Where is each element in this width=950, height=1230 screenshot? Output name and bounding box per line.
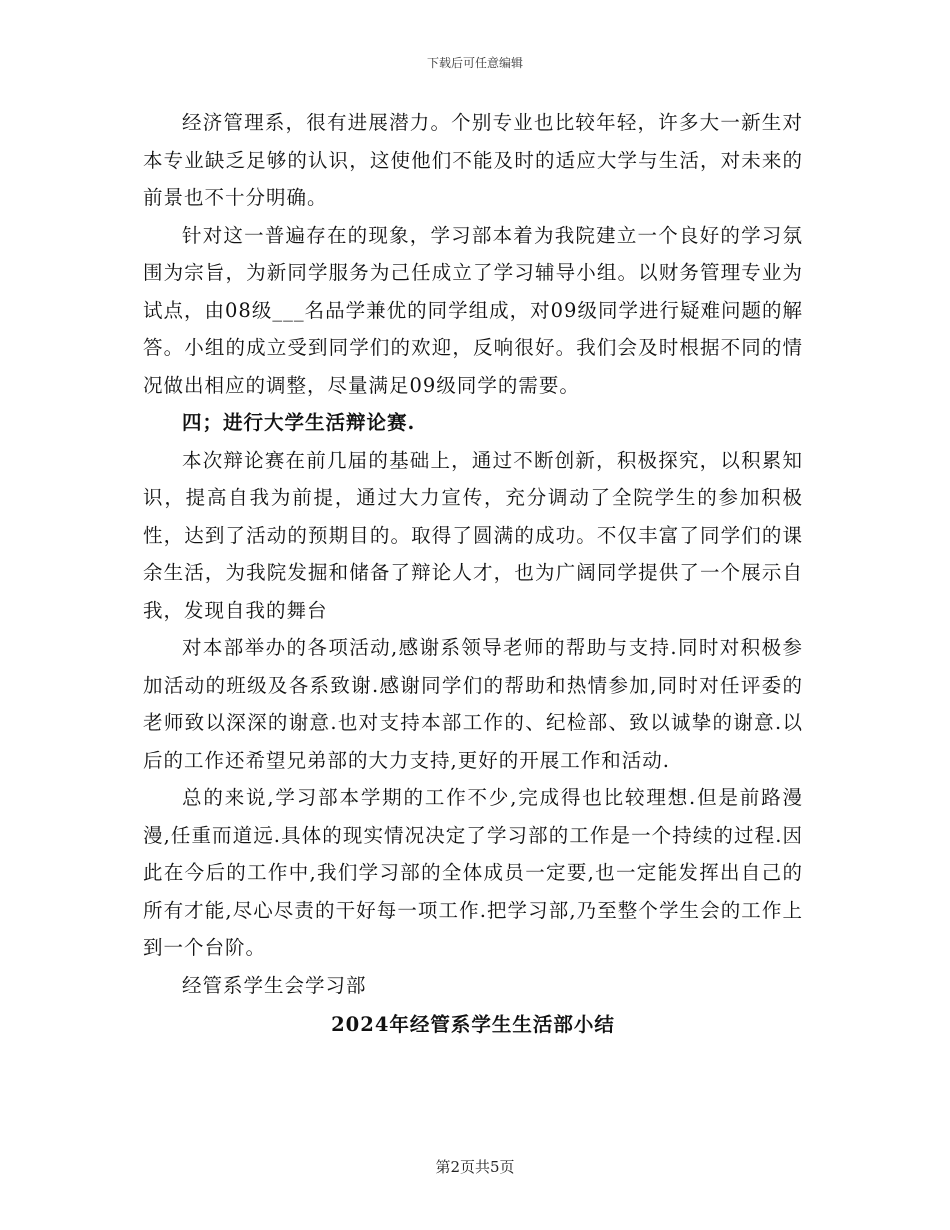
paragraph-1: 经济管理系，很有进展潜力。个别专业也比较年轻，许多大一新生对本专业缺乏足够的认识，这使他们不能及时的适应大学与生活，对未来的前景也不十分明确。 — [143, 111, 803, 209]
paragraph-4: 对本部举办的各项活动,感谢系领导老师的帮助与支持.同时对积极参加活动的班级及各系致谢.感谢同学们的帮助和热情参加,同时对任评委的老师致以深深的谢意.也对支持本部工作的、纪检部、致以诚挚的谢意.以后的工作还希望兄弟部的大力支持,更好的开展工作和活动. — [143, 636, 803, 772]
section-heading-4: 四；进行大学生活辩论赛. — [182, 411, 416, 434]
document-body — [143, 104, 803, 1044]
page-footer-number: 第2页共5页 — [435, 1158, 515, 1176]
signature-line: 经管系学生会学习部 — [182, 973, 367, 997]
paragraph-2: 针对这一普遍存在的现象，学习部本着为我院建立一个良好的学习氛围为宗旨，为新同学服务为己任成立了学习辅导小组。以财务管理专业为试点，由08级___名品学兼优的同学组成，对09级同学进行疑难问题的解答。小组的成立受到同学们的欢迎，反响很好。我们会及时根据不同的情况做出相应的调整，尽量满足09级同学的需要。 — [143, 223, 803, 397]
paragraph-5: 总的来说,学习部本学期的工作不少,完成得也比较理想.但是前路漫漫,任重而道远.具体的现实情况决定了学习部的工作是一个持续的过程.因此在今后的工作中,我们学习部的全体成员一定要,也一定能发挥出自己的所有才能,尽心尽责的干好每一项工作.把学习部,乃至整个学生会的工作上到一个台阶。 — [143, 786, 803, 959]
page-header-note: 下载后可任意编辑 — [426, 56, 523, 70]
paragraph-3: 本次辩论赛在前几届的基础上，通过不断创新，积极探究，以积累知识，提高自我为前提，通过大力宣传，充分调动了全院学生的参加积极性，达到了活动的预期目的。取得了圆满的成功。不仅丰富了同学们的课余生活，为我院发掘和储备了辩论人才，也为广阔同学提供了一个展示自我，发现自我的舞台 — [143, 448, 803, 622]
next-document-title: 2024年经管系学生生活部小结 — [331, 1013, 615, 1036]
